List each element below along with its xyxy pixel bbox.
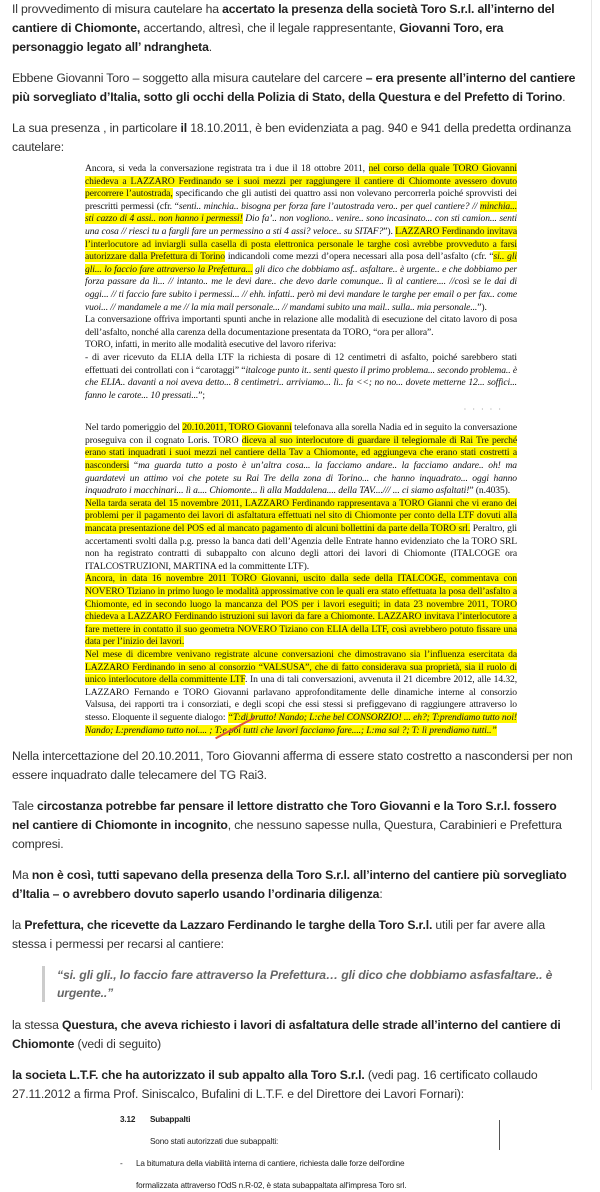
section-heading: 3.12 Subappalti bbox=[120, 1115, 191, 1125]
highlighted-run: LAZZARO Ferdinando invitava l’interlocutore ad inviargli sulla casella di posta elettronica personale le targhe così avrebbe provveduto a farsi autorizzare dalla Prefettura di Torino bbox=[85, 225, 517, 263]
italic-quote-run: senti.. minchia.. bisogna per forza fare l’autostrada vero.. per quel cantiere? // bbox=[178, 200, 480, 212]
paragraph-date: La sua presenza , in particolare il 18.10.2011, è ben evidenziata a pag. 940 e 941 della predetta ordinanza cautelare: bbox=[12, 121, 571, 154]
text-run: “ bbox=[129, 460, 139, 472]
subcontract-item-continued: formalizzata attraverso l'OdS n.R-02, è stata subappaltata all'impresa Toro srl. bbox=[136, 1181, 407, 1191]
text-run: - di aver ricevuto da ELIA della LTF la richiesta di posare di 12 centimetri di asfalto, poiché sarebbero stati effettuati dei controllati con i “carotaggi” “ bbox=[85, 351, 517, 376]
highlighted-run: Ancora, in data 16 novembre 2011 TORO Giovanni, uscito dalla sede della ITALCOGE, commentava con NOVERO Tiziano in primo luogo le modalità approssimative con le quali era stato effettuata la posa dell’asfalto a Chiomonte, ed in secondo luogo la mancanza del POS per i lavori eseguiti; in data 23 novembre 2011, TORO chiedeva a LAZZARO Ferdinando istruzioni sui lavori da fare a Chiomonte. LAZZARO invitava l’interlocutore a fare mettere in contatto il suo geometra NOVERO Tiziano con ELIA della LTF, così avrebbero potuto fissare una data per l’inizio dei lavori. bbox=[85, 573, 517, 648]
text-run: telefonava alla sorella Nadia ed in seguito la conversazione proseguiva con il cognato Loris. TORO bbox=[85, 422, 517, 446]
text-run: . In una di tali conversazioni, avvenuta il 21 dicembre 2012, alle 14.32, LAZZARO Fernando e TORO Giovanni parlavano approfonditamente delle dinamiche interne al consorzio Valsusa, dei rapporti tra i consorziati, e degli scopi che essi stessi si prefiggevano di raggiungere attraverso lo stesso. Eloquente il seguente dialogo: bbox=[85, 674, 518, 723]
text-run: Peraltro, gli accertamenti svolti dalla p.g. presso la banca dati dell’Agenzia delle Entrate hanno evidenziato che la TORO SRL non ha registrato contratti di subappalto con alcuno degli attori dei lavori di Chiomonte (ITALCOGE ora ITALCOSTRUZIONI, MARTINA ed la committente LTF). bbox=[85, 523, 517, 572]
subcontracts-intro: Sono stati autorizzati due subappalti: bbox=[150, 1137, 279, 1147]
text-run: specificando che gli autisti dei quattro assi non volevano percorrerla poiché sprovvisti dei prescritti permessi (cfr. “ bbox=[85, 188, 517, 212]
highlighted-run: Nel mese di dicembre venivano registrate alcune conversazioni che dimostravano sia l’influenza esercitata da LAZZARO Ferdinando in seno al consorzio “VALSUSA”, che di fatto considerava sua proprietà, sia il ruolo di unico interlocutore della committente LTF bbox=[85, 648, 517, 686]
highlighted-run: 20.10.2011, TORO Giovanni bbox=[182, 422, 292, 434]
italic-quote-run: gli dico che dobbiamo asf.. asfaltare.. è urgente.. e che dobbiamo per forza passare da lì... // intanto.. me le devi dare.. che devo darle comunque.. lì al cantiere.... //così se le dai di oggi... // ti faccio fare subito i permessi... // ehh. infatti.. però mi devi mandare le targhe per email o per fax.. come vuoi... // mandamele a me // la mia mail personale... // mandami subito una mail.. sulla.. mia personale... bbox=[85, 263, 517, 313]
text-run: indicandoli come mezzi d’opera necessari alla posa dell’asfalto (cfr. “ bbox=[224, 251, 494, 263]
scan-paragraph-1 bbox=[85, 163, 517, 314]
subcontract-item: - La bitumatura della viabilità interna di cantiere, richiesta dalle forze dell'ordine bbox=[120, 1159, 405, 1169]
italic-quote-run: Dio fa’.. non vogliono.. venire.. sono incasinato... con sti camion... senti una cosa // riesci tu a fargli fare un permessino a sti 4 assi? veloce.. su SITAF? bbox=[85, 213, 517, 237]
scan-paragraph-2: La conversazione offriva importanti spunti anche in relazione alle modalità di esecuzione del citato lavoro di posa dell’asfalto, nonché alla carenza della documentazione presentata da TORO, “ora per allora”. bbox=[85, 314, 517, 338]
scan-paragraph-6 bbox=[85, 498, 517, 574]
paragraph-ltf: la societa L.T.F. che ha autorizzato il sub appalto alla Toro S.r.l. (vedi pag. 16 certificato collaudo 27.11.2012 a firma Prof. Siniscalco, Bufalini di L.T.F. e del Direttore dei Lavori Fornari): bbox=[12, 1068, 538, 1102]
text-run: Ancora, si veda la conversazione registrata tra i due il 18 ottobre 2011, bbox=[85, 163, 369, 174]
scan-paragraph-4 bbox=[85, 352, 517, 402]
scan-page-break bbox=[85, 402, 517, 422]
scan-paragraph-7 bbox=[85, 573, 517, 649]
scan-noise: ····· bbox=[463, 405, 507, 415]
paragraph-prefettura: la Prefettura, che ricevette da Lazzaro Ferdinando le targhe della Toro S.r.l. utili per far avere alla stessa i permessi per recarsi al cantiere: bbox=[12, 918, 545, 952]
paragraph-questura: la stessa Questura, che aveva richiesto i lavori di asfaltatura delle strade all’interno del cantiere di Chiomonte (vedi di seguito) bbox=[12, 1018, 561, 1052]
paragraph-presence: Ebbene Giovanni Toro – soggetto alla misura cautelare del carcere – era presente all’interno del cantiere più sorvegliato d’Italia, sotto gli occhi della Polizia di Stato, della Questura e del Prefetto di Torino. bbox=[12, 71, 576, 104]
text-run: ”). bbox=[477, 301, 487, 313]
blockquote: “si. gli gli., lo faccio fare attraverso la Prefettura… gli dico che dobbiamo asfasfaltare.. è urgente..” bbox=[42, 966, 576, 1002]
paragraph-interception: Nella intercettazione del 20.10.2011, Toro Giovanni afferma di essere stato costretto a nascondersi per non essere inquadrato dalle telecamere del TG Rai3. bbox=[12, 749, 573, 783]
scanned-ordinance-excerpt bbox=[85, 163, 517, 737]
scan-paragraph-8 bbox=[85, 649, 517, 737]
scanned-certificate-excerpt bbox=[120, 1114, 510, 1192]
italic-quote-run: italcoge punto it.. senti questo il primo problema... secondo problema.. è che ELIA.. davanti a noi aveva detto... 8 centimetri.. arriviamo... lì.. fa <<; no no... dovete metterne 12... soffici... fanno le carote... 10 pressati... bbox=[85, 364, 517, 401]
text-run: ”; bbox=[198, 389, 205, 401]
text-run: ” (n.4035). bbox=[469, 485, 511, 497]
scan-paragraph-5 bbox=[85, 422, 517, 498]
highlighted-run: diceva al suo interlocutore di guardare il telegiornale di Rai Tre perché erano stati inquadrati i suoi mezzi nel cantiere della Tav a Chiomonte, ed aggiungeva che erano stati costretti a nascondersi bbox=[85, 434, 517, 472]
scan-paragraph-3: TORO, infatti, in merito alle modalità esecutive del lavoro riferiva: bbox=[85, 339, 337, 351]
highlighted-run: Nella tarda serata del 15 novembre 2011, LAZZARO Ferdinando rappresentava a TORO Gianni che vi erano dei problemi per il pagamento dei lavori di asfaltatura effettuati nel sito di Chiomonte per conto della LTF dovuti alla mancata presentazione del POS ed al mancato pagamento di alcuni bollettini da parte della TORO srl. bbox=[85, 497, 517, 535]
text-run: Nel tardo pomeriggio del bbox=[85, 422, 183, 434]
text-run: ”). bbox=[383, 225, 396, 237]
scan-margin-mark bbox=[499, 1120, 500, 1150]
paragraph-everyone-knew: Ma non è così, tutti sapevano della presenza della Toro S.r.l. all’interno del cantiere più sorvegliato d’Italia – o avrebbero dovuto saperlo usando l’ordinaria diligenza: bbox=[12, 868, 567, 902]
highlighted-run: nel corso della quale TORO Giovanni chiedeva a LAZZARO Ferdinando se i suoi mezzi per raggiungere il cantiere di Chiomonte avessero dovuto percorrere l’autostrada, bbox=[85, 163, 517, 200]
highlighted-quote-run: minchia... sti cazzo di 4 assi.. non hanno i permessi! bbox=[85, 200, 517, 225]
highlighted-quote-run: “T:di brutto! Nando; L:che bel CONSORZIO! ... eh?; T:prendiamo tutto noi! Nando; L:prendiamo tutto noi.... ; T:e poi tutti che lavori facciamo fare....; L:ma sai ?; T: lì prendiamo tutti..” bbox=[85, 711, 517, 736]
page-edge-divider bbox=[591, 0, 592, 1090]
highlighted-quote-run: si.. gli gli... lo faccio fare attraverso la Prefettura... bbox=[85, 251, 517, 275]
paragraph-circumstance: Tale circostanza potrebbe far pensare il lettore distratto che Toro Giovanni e la Toro S.r.l. fossero nel cantiere di Chiomonte in incognito, che nessuno sapesse nulla, Questura, Carabinieri e Prefettura compresi. bbox=[12, 799, 562, 852]
paragraph-intro: Il provvedimento di misura cautelare ha accertato la presenza della società Toro S.r.l. all’interno del cantiere di Chiomonte, accertando, altresì, che il legale rappresentante, Giovanni Toro, era personaggio legato all’ ndrangheta. bbox=[12, 2, 555, 54]
italic-quote-run: ma guarda tutto a posto è un’altra cosa... la facciamo andare.. la facciamo andare.. oh! ma guardatevi un attimo voi che potete su Rai Tre della zona di Torino... che hanno inquadrato... oggi hanno inquadrato i macchinari... lì a.... Chiomonte... lì alla Maddalena.... della TAV..../// ... ci siamo asfaltati! bbox=[85, 460, 517, 497]
